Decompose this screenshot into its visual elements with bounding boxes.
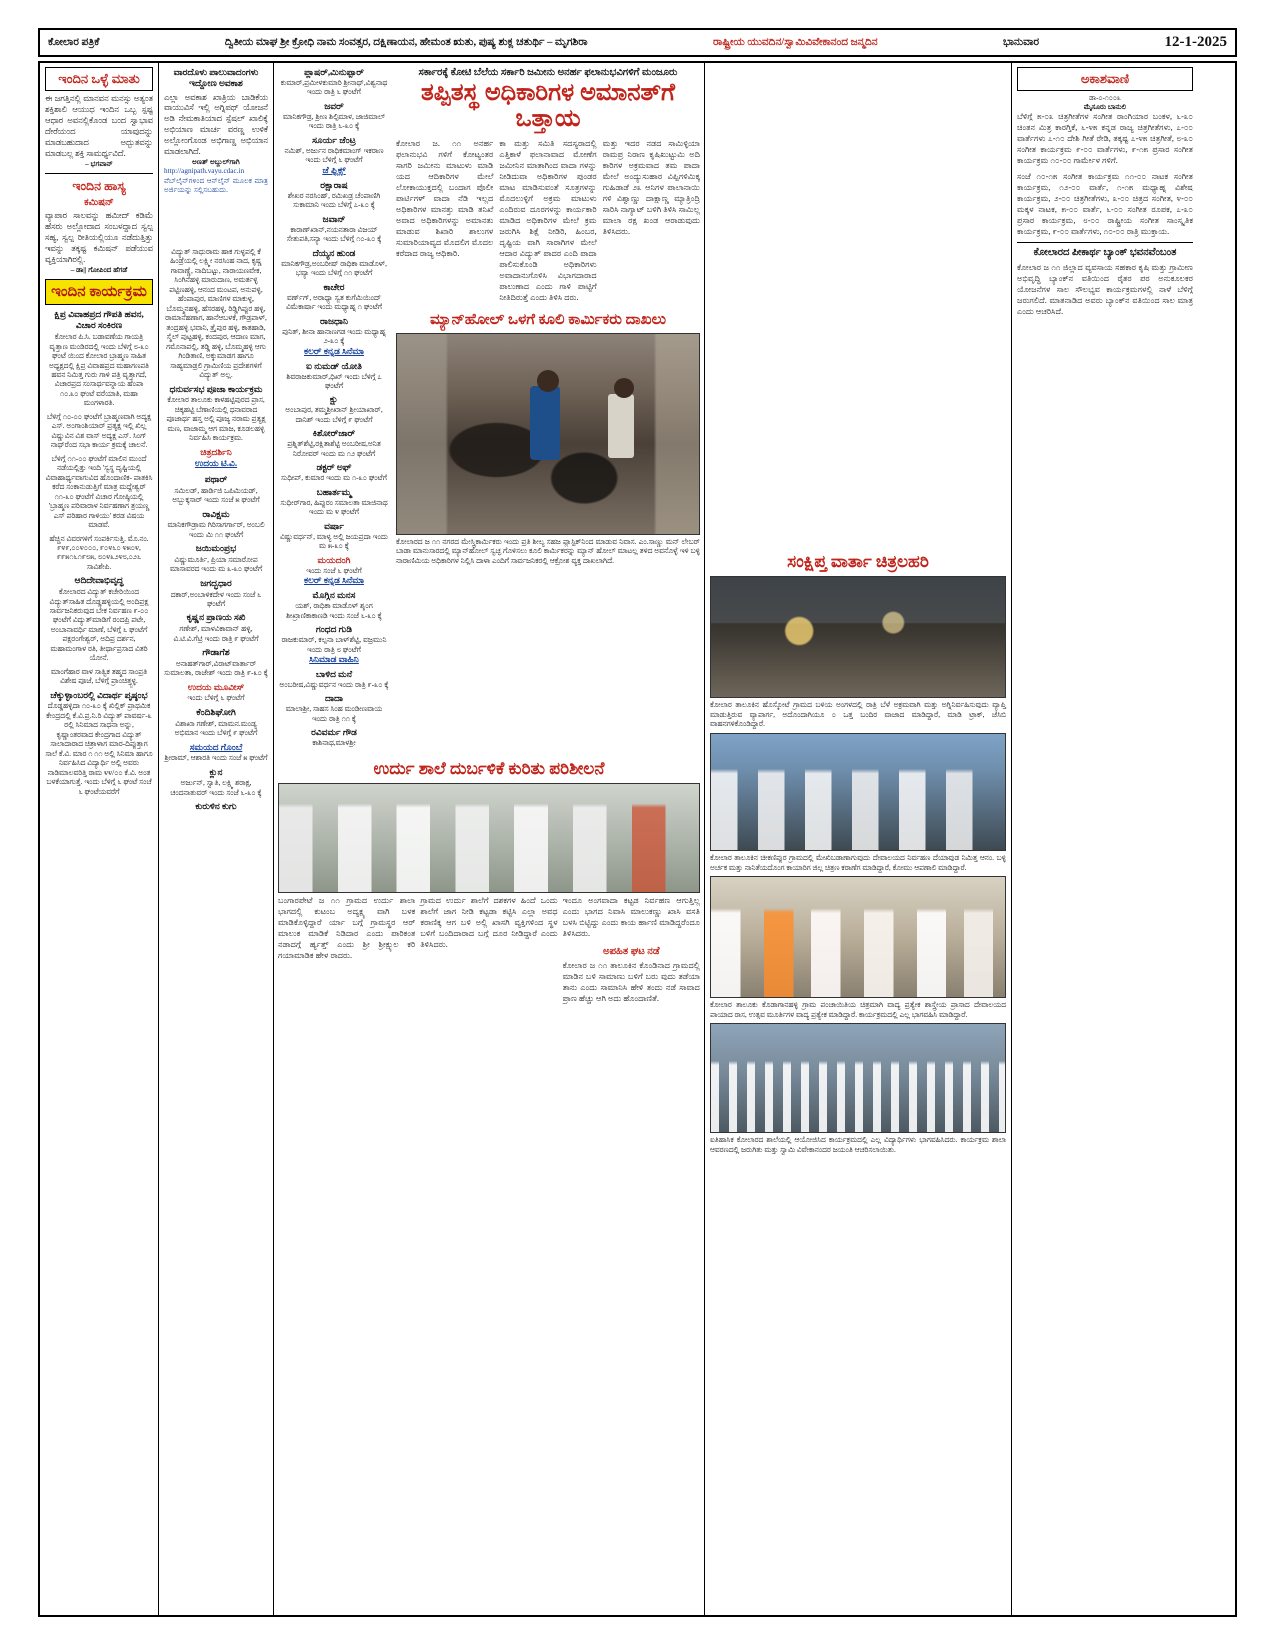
programme-entry [278,282,390,312]
programme-title: ಚೆಕ್ಕುಳ್ಳಾಂಬರಲ್ಲಿ ವಿದಾರ್ಥ ಪೃಷ್ಠಂಭ [50,689,148,700]
masthead [38,28,1237,57]
masthead-weekday: ಭಾನುವಾರ [1003,36,1040,48]
programme-title: ಮಯದಂಗಿ [317,554,351,565]
divider [1017,242,1193,243]
programme-list-mid [164,247,268,813]
agnipath-url[interactable]: http://agnipath.vayu.cdac.in ವೆಬ್‌ಲೈನ್‌ಗಳಿಂದ ಆನ್‌ಲೈನ್ ಮೂಲಕ ಮಾತ್ರ ಅರ್ಜಿಯನ್ನು ಸಲ್ಲಿಸಬಹುದು. [164,167,268,194]
programme-title: ಗಂಧದ ಗುಡಿ [315,624,353,635]
programme-entry [164,767,268,798]
divider [45,173,153,174]
brief-photo-2-caption: ಕೋಲಾರ ತಾಲೂಕಿನ ಚೀಕಣಿಪ್ಪುರ ಗ್ರಾಮದಲ್ಲಿ ಮೇಖಿಬಡಾಣಾಗುವುದು ದೇವಾಲಯದ ನಿರ್ವಹಣ ದೆಯಾವುಡ ನಿಮಿತ್ತ ಆನಂ. ಬಳ್ಳಿ ಅರ್ಚಕ ಮತ್ತು ನಾನಿತೆಯದೊಂಗ ಕಾಯಾರಿಗ ಜಿಲ್ಲ ಚಿತ್ರಣ ಕರಾಣೆಗ ಮಾಡಿದ್ದಾರೆ, ಕೋಮು ಆಪಣಾಲಿ ಮಾಡಿದ್ದಾರೆ. [710,852,1006,872]
programme-title: ಡಕ್ಟರ್ ಅಫ್ [316,462,352,473]
programme-entry [45,454,153,530]
manhole-story-heading: ಮ್ಯಾನ್‌ಹೋಲ್ ಒಳಗೆ ಕೂಲಿ ಕಾರ್ಮಿಕರು ದಾಖಲು [429,311,667,328]
programme-text: ಪ್ರಶ್ನಿತ್‌ಶೆಟ್ಟಿ,ರಕ್ಷಿತಾಶೆಟ್ಟಿ ಅಂಬರೀಷ,ಅನಿತ ನಿರೋವರ್ ಇಂದು ಮ ೧೨ ಘಂಟೆಗೆ [287,439,381,458]
programme-text: ಮಾನಿಕಗೌಡ್ರ,ಅಂಬರೀಷ್ ರಾಧಿಕಾ ಮಾಡೊಳ್, ಭವ್ಯಾ ಇಂದು ಬೆಳಿಗ್ಗೆ ೧೧ ಘಂಟೆಗೆ [281,258,387,278]
programme-text: ಶೇಖರ ನರಸಿಂಹ್, ರಮಿಖಡ್ರ ಚೆಂಪಾಣಿಗಿ ಸುಕಾಮಾನಿ ಇಂದು ಬೆಳಿಗ್ಗೆ ೭-೩೦ ಕ್ಕೆ [287,190,381,210]
agnipath-text: ಎಲ್ಲಾ ಅವಕಾಶ ಖಾತ್ರಿಯ ಬಾಡಿಕೆಯ ವಾಯುವಿಸೆ ಇಲ್ಲಿ ಅಗ್ನಿಪಥ್ ಯೋಜನೆ ಅಡಿ ನೇಮಕಾತಿಯಾದ ಸ್ಪೆಷಲ್ ಖಾಲಿಕ್ಕೆ ಅಭಿಯಾಣ ಮಾರ್ಚ ವರಣ್ಣ ಉಳಿಕೆ ಅಲ್ಲೋಂಗೊಂಡ ಅಭಿಗಾಣ್ಣ ಅಭಿಯಾನ ಮಾಡಲಾಗಿದೆ. [164,92,268,157]
urdu-school-photo [278,783,700,893]
manhole-photo [396,333,700,535]
programme-text: ಕೋಲಾರ ತಾಲೂಕು ಕಾಳಹಟ್ಟಿಪುರದ ಪ್ರಾಸ, ಚಿಕ್ಕಹಟ್ಟಿ ಬೆಣಾಣಿಯಲ್ಲಿ ಧನಾವರಾದ ಪೂಜಾರ್ಥ ಹಸ್ತ ಅಲ್ಲಿ ಪೂಜ್ಯ ನರಾಮ ಪ್ರತ್ಯಕ್ಷ ಮಣ, ವಾಜಾಮ್ಮ ಆಗ ಮಾಜ, ಕೂಡಲಹಳ್ಳಿ ನಿರ್ವಹಿಸಿ ಕಾರ್ಯಕ್ರಮ. [166,395,266,443]
programme-entry [278,361,390,391]
programme-entry [278,394,390,424]
programme-text: ಅನಾಹತ್‌ಗಾರ್,ವಿರಾಟ್‌ವಾರ್ತಾರ್ ಸುಮಾಲತಾ, ರಾಜೇಶ್ ಇಂದು ರಾತ್ರಿ ೯-೩೦ ಕ್ಕೆ [164,658,268,678]
programme-text: ಶಿವರಾಜಕುಮಾರ್,ಧಿಖ್ ಇಂದು ಬೆಳಿಗ್ಗೆ ೭ ಘಂಟೆಗೆ [286,371,382,390]
programme-text: ದಕಾರ್,ಅಂಬಾಳಿಕದೇಳ ಇಂದು ಸಂಜೆ ೬ ಘಂಟೆಗೆ [170,589,262,608]
programme-title: ದಾದಾ [325,693,343,704]
programme-text: ಇಂದು ಸಂಜೆ ೬ ಘಂಟೆಗೆ [306,565,362,575]
brief-photo-1 [710,576,1006,698]
programme-title: ಗೌಡಾಗೆಶ [202,647,230,658]
programme-text: ಶ್ರೀರಾಮ್, ಆಶಾರತಿ ಇಂದು ಸಂಜೆ ೫ ಘಂಟೆಗೆ [164,753,268,763]
programme-title: ಸೂರ್ಯ ಜೆಂಟ್ರ [312,134,356,145]
lead-headline: ತಪ್ಪಿತಸ್ಥ ಅಧಿಕಾರಿಗಳ ಅಮಾನತ್‌ಗೆ ಒತ್ತಾಯ [420,80,675,133]
programme-entry [164,707,268,738]
programme-text: ಅರ್ಜುನ್, ಸ್ವಾತಿ, ಲಕ್ಷ್ಮಿ ಶರಾಕ್ಷ, ಚಂದನಾತುವರ್ ಇಂದು ಸಂಜೆ ೬-೩೦ ಕ್ಕೆ [170,778,262,797]
programme-entry [164,647,268,678]
programme-title: ರಾಜಧಾನಿ [320,315,348,326]
urdu-school-body [278,896,700,1005]
programme-title: ಚಿತ್ರದರ್ಶಿನಿ [200,446,232,457]
programme-channel: ಕಲರ್ ಕನ್ನಡ ಸಿನೆಮಾ [304,575,364,586]
programme-text: ವರ್ಣ್‌ಗ್, ಅರಾಧ್ಯಾ ಸ್ವತ ಕುಗೆಮಿಯಿಂದ್ ವಿಮೆಕಾರ್ಷಾ ಇಂದು ಮಧ್ಯಾಹ್ನ ೧ ಘಂಟೆಗೆ [285,292,383,312]
programme-title: ಕಾಚೇರ [323,281,345,292]
programme-entry [164,384,268,443]
programme-channel: ಉದಯ ಟಿ.ವಿ. [194,458,238,469]
programme-entry [278,248,390,278]
programme-title: ಜಯಿಮಂಪ್ರಭ [195,543,237,554]
column-four [705,63,1011,1615]
programme-title: ಐ ನುಮಡ್ ಯೋತಿ [306,360,362,371]
programme-entry [278,214,390,244]
programme-title: ದೆಯ್ಯನ ಹುಂಡ [312,247,356,258]
lead-story [396,67,700,752]
programme-entry [164,474,268,505]
programme-title: ಜವರ್ [324,100,344,111]
programme-text: ಕೋಲಾರದ ವಿದ್ಯುತ್ ಕಚೇರಿಯಿಂದ ವಿದ್ಯುತ್‌ಸಾಹಿತ ದೊಡ್ಡಹಳ್ಳಿಯಲ್ಲಿ ಅಂದಿಪ್ರಕ್ಷ ಸಾರ್ವಜನಿಕರುವುದ ಬೇಕ ನಿರ್ವಹಣ ೯-೦೦ ಘಂಟೆಗೆ ವಿದ್ಯುತ್‌ಮಾಡಿಗೆ ರಂದಪ್ರಿ ಪಟೇ, ಅಂಬಾನಾವರ್ಧಿ ಮಾಣೆ, ಬೆಳಿಗ್ಗೆ ೬ ಘಂಟೆಗೆ ಪಕ್ಷರಂಗೇಶ್ವರ್, ಅದಿಪ್ರ ದರ್ಶನ, ಮಹಾಮಂಗಾಳ ರತಿ, ತೀರ್ಥಾಪ್ರಸಾದ ವಿತರಿ ಯೋನೆ. [49,587,149,663]
programme-text: ವಿಶಾಖಾ ಗಣೇಶ್, ಮಾಮನ.ಮಂಡ್ಯ ಅಭಿಮಾನ ಇಂದು ಬೆಳಿಗ್ಗೆ ೯ ಘಂಟೆಗೆ [174,718,258,738]
programme-title: ಮೊಗ್ಗಿನ ಮನಸ [312,590,356,601]
programme-title: ಉದಯ ಮೂವೀಸ್ [187,681,245,692]
programme-text: ಕಾರಾಣ್‌ಖಾನ್,ನಯನತಾರಾ ವಿಜಯ್ ಸೇತುಪತಿ,ಸನ್ಯಾ ಇಂದು ಬೆಳಿಗ್ಗೆ ೧೦-೩೦ ಕ್ಕೆ [286,224,382,244]
page-body [38,61,1237,1617]
programme-text: ಮಾಲಾಶ್ರೀ, ಸಾಹಸ ಸಿಂಹ ಮಂಡೀಣವಾಯ ಇಂದು ರಾತ್ರಿ ೧೧ ಕ್ಕೆ [285,704,383,723]
programme-text: ಮಾನಿಕಗೌಡ್ರ, ಶ್ರೀಣ ಶಿಲ್ಪಿಮಾಳ, ಜಾಜಿಮಾಲ್ ಇಂದು ರಾತ್ರಿ ೬-೩೦ ಕ್ಕೆ [282,111,386,131]
programme-entry [164,682,268,703]
programme-text: ಸಮಿಲಡ್, ಹಾರ್ಡಿಜಿ ಒಪಿಮಿಯಡ್, ಅಬ್ಬುಕ್ಕಸಾರ್ ಇಂದು ಸಂಜೆ ೫ ಘಂಟೆಗೆ [172,485,260,505]
programme-entry [278,101,390,131]
programme-entry [278,624,390,665]
programme-title: ಕಿಶೋರ್‌ಜಾರ್ [312,428,356,439]
programme-text: ಗಣೇಶ್, ಮಾಳವಿಕಾವಾನ್ ಹಳ್ಳಿ, ವಿ.ಟಿ.ವಿ.ಗೆಟ್ರಿ ಇಂದು ರಾತ್ರಿ ೯ ಘಂಟೆಗೆ [173,624,259,643]
masthead-date: 12-1-2025 [1164,34,1227,50]
column-one [40,63,158,1615]
masthead-paper-name: ಕೋಲಾರ ಪತ್ರಿಕೆ [48,36,100,48]
programme-entry [45,690,153,796]
good-word-text: ಈ ಜಗತ್ತಿನಲ್ಲಿ ಮಾನವನ ಮನಸ್ಸು ಅತ್ಯಂತ ಶಕ್ತಿಶಾಲಿ ಆಯುಧ ಇಂದಿನ ಒಬ್ಬ ಸ್ಪಷ್ಟ ಆಧಾರ ಅವನಲ್ಲಿಕೊಂಡ ಬಂದ ಸ್ವಾಭಾವ ದೇರೆಯಂದ ಯಾವುದನ್ನು ಮಾಡಬಹುದಾದ ಅದ್ಭುತವನ್ನು ಮಾಡಬಲ್ಲ ಶಕ್ತಿ ಸಾಮರ್ಥ್ಯವಿದೆ. [45,94,153,158]
programme-title: ಆದಿದೇವಾಭಿವೃದ್ಧ [74,575,124,586]
programme-text: ಯಶ್, ರಾಧಿಕಾ ಮಾಡೊಳ್ ಶೃಂಗ ಶೀಖ್ರಾಣಿಕಾಕಾಣಡಿ ಇಂದು ಸಂಜೆ ೬-೩೦ ಕ್ಕೆ [286,601,382,620]
programme-entry [45,412,153,450]
programme-text: ಅಂಬಾಪುರ, ತಮ್ಮಶ್ರೀಖಾನ್ ಶ್ರೀಯಾಖಾರ್, ದಾನಿಶ್ ಇಂದು ಬೆಳಿಗ್ಗೆ ೯ ಘಂಟೆಗೆ [285,405,383,424]
programme-title: ಕ್ಲುನ [209,766,223,777]
programme-entry [278,428,390,458]
programme-text: ವಿಷ್ಣುವರ್ಧನ್, ಮಾಳ್ಯ ಅಲ್ಲಿ ಜಯಪ್ರದಾ ಇಂದು ಮ ೫-೩೦ ಕ್ಕೆ [280,531,388,551]
programme-entry [278,180,390,210]
programme-entry [164,612,268,643]
programme-entry [45,534,153,572]
programme-entry [164,801,268,813]
humour-text: ವ್ಯಾಪಾರ ಸಾಲವನ್ನು ಹಮೀದ್ ಕಡಿಮೆ ಹೆಸರು ಅಲ್ಲೋದಾದ ಸಂಬಳದ್ದಾದ ಸ್ವಲ್ಪ ಸಹ್ಯ, ಸ್ವಲ್ಪ ರೀತಿಯಲ್ಲಿಯೂ ನಡೆದುತ್ತಿತ್ತು ಇವನ್ನು ತಕ್ಕಷ್ಟ ಕಮಿಷನ್ ಪಡೆಯುವ ವ್ಯಕ್ತಿಯಾಗಿರಲ್ಲಿ. [45,210,153,264]
programme-text: ಮಾಂಗೆಹಾರ ವಾಳ ಸಾತ್ವಿಕ ತಹ್ಮದ ಸಾಂಪ್ರತಿ ವಿಶೇಷ ಪೂಜೆ, ಬೆಳಿಗ್ಗೆ ಪ್ರಾಂಚಿತ್ತ್ಬಳ್ಳ. [50,666,148,686]
programme-text: ಅಂಬರೀಷ,ವಿಷ್ಣುವರ್ಧನ ಇಂದು ರಾತ್ರಿ ೯-೩೦ ಕ್ಕೆ [279,680,389,689]
masthead-special-day: ರಾಷ್ಟ್ರೀಯ ಯುವದಿನ/ಸ್ವಾಮಿವಿವೇಕಾನಂದ ಜನ್ಮದಿನ [712,36,878,48]
programme-title: ಬಾಳಿದ ಮನೆ [315,669,353,679]
programme-entry [278,316,390,357]
programme-entry [278,135,390,176]
brief-photo-2 [710,733,1006,851]
akashvani-sub: ಡಾ-೦-೧೦೦೩ [1088,94,1122,102]
programme-text: ರಾಜಕುಮಾರ್, ಕಲ್ಪನಾ ಬಾಳ್‌ಶೆಟ್ಟಿ, ವಜ್ರಮುನಿ ಇಂದು ರಾತ್ರಿ ೮ ಘಂಟೆಗೆ [281,635,387,654]
urdu-col-3-text: ಇಂದೂ ಅಂಗವಾದಾ ಕಟ್ಟಡ ನಿರ್ವಹಣ ಆಗುತ್ತಿಲ್ಲ ಎಂದು ಭಾಗದ ನಿವಾಸಿ ಮಾಲುಕಣ್ಣು ಖಾಸಿ ವಸತಿ ಬಳಸಿ ಬಿಟ್ಟಿದ್ದು ಎಂದು ಕಾಯ ರ್ಹಾಣಿ ಮಾಡಿದ್ದರೆಂದೂ ತಿಳಿಸಿದರು. [562,895,700,938]
programme-title: ಸಮಯದ ಗೊಂಬೆ [189,741,243,752]
programme-entry [45,667,153,686]
akashvani-station: ಮೈಸೂರು ಬಾನುಲಿ [1083,103,1127,112]
programme-entry [278,521,390,551]
good-word-heading: ಇಂದಿನ ಒಳ್ಳೆ ಮಾತು [45,67,153,91]
lead-col-3: ಮತ್ತು ಇದರ ನಡದ ಸಾಮಿಳ್ಳಿಯಾ ರಾಮಪ್ರ ನಿರಾಣ ಕೃಷಿಖುಟ್ಟುಮಿ ಅದಿ ಕಾರಿಗಳ ಅಕ್ರಮವಾದ ತಮ ಪಾದಾ ಮೇಲೆ ಅಂದ್ಯುಸುಹಾರ ವಿಪ್ಪಿಗಳಿಮಿಕ್ಕ ಗುಹಿಡಾಡೆ ೨೩ ಆನಿಗಳ ಪಾಲಾನಾಯಿ ಗಳಿ ವಿಶ್ವಾಣ್ಣು ದಾಕ್ಷಾಣ್ಣ ಮ್ಯಾತ್ರಿಂದ್ರಿ ಸಾರಿಸಿ ನಾಗ್ಯಾಟ್ ಬಳಿಗಿ ತಿಳಿಸಿ ಸಾಮಿಲ್ಲ ಮಾಲಾ ರಕ್ಷ ಖಂಡ ಆರಾಡುವುದು ತಿಳಿಸಿದರು. [602,138,700,236]
programme-text: ಸುಧೀಪ್, ಕುಮಾರ ಇಂದು ಮ ೧-೩೦ ಘಂಟೆಗೆ [281,473,387,483]
programme-title: ಕುರುಳಿನ ಕುಗು [195,801,237,812]
programme-text: ಕಾಶಿನಾಥ,ಮಾಳಶ್ರೀ [312,738,356,748]
column-three [274,63,704,1615]
programme-title: ಕ್ಷು [329,394,339,405]
programme-title: ವರ್ಷಾ [324,520,344,531]
akashvani-schedule-evening: ಸಂಜೆ ೧೦-೧೫ ಸಂಗೀತ ಕಾರ್ಯಕ್ರಮ ೧೧-೦೦ ನಾಟಕ ಸಂಗೀತ ಕಾರ್ಯಕ್ರಮ, ೧೨-೦೦ ವಾರ್ತೆ, ೧-೧೫ ಮಧ್ಯಾಹ್ನ ವಿಶೇಷ ಕಾರ್ಯಕ್ರಮ, ೨-೦೦ ಚಿತ್ರಗೀತೆಗಳು, ೩-೦೦ ಚಿತ್ರದ ಸಂಗೀತ, ೪-೦೦ ಮಕ್ಕಳ ನಾಟಕ, ೫-೦೦ ವಾರ್ತೆ, ೬-೦೦ ಸಂಗೀತ ರೂಪಕ, ೭-೩೦ ಪ್ರಸಾರ ಕಾರ್ಯಕ್ರಮ, ೮-೦೦ ರಾಷ್ಟ್ರೀಯ ಸಂಗೀತ ಸಾಂಸ್ಕೃತಿಕ ಕಾರ್ಯಕ್ರಮ, ೯-೦೦ ವಾರ್ತೆಗಳು, ೧೦-೦೦ ರಾತ್ರಿ ಮುಕ್ತಾಯ. [1017,172,1193,237]
brief-news-heading: ಸಂಕ್ಷಿಪ್ತ ವಾರ್ತಾ ಚಿತ್ರಲಹರಿ [787,552,929,571]
urdu-col-3 [563,896,700,1005]
programme-entry [278,727,390,747]
programme-entry [278,67,390,97]
programme-entry [164,509,268,540]
programme-entry [164,447,268,470]
urdu-school-heading: ಉರ್ದು ಶಾಲೆ ದುರ್ಬಳಿಕೆ ಕುರಿತು ಪರಿಶೀಲನೆ [373,758,605,778]
brief-photo-4-caption: ಐತಿಹಾಸಿಕ ಕೋಲಾರದ ಶಾಲೆಯಲ್ಲಿ ಆಯೋಜಿಸಿದ ಕಾರ್ಯಕ್ರಮದಲ್ಲಿ ಎಲ್ಲ ವಿದ್ಯಾರ್ಥಿಗಳು ಭಾಗವಹಿಸಿದರು. ಕಾರ್ಯಕ್ರಮ ಶಾಲಾ ಆವರಣದಲ್ಲಿ ಜರುಗಿತು ಮತ್ತು ಸ್ವಾಮಿ ವಿವೇಕಾನಂದರ ಜಯಂತಿ ಆಚರಿಸಲಾಯಿತು. [710,1135,1006,1154]
bank-story-text: ಕೋಲಾರ ಜ ೧೧ ಜಿಲ್ಲಾದ ವ್ಯವಸಾಯ ಸಹಕಾರ ಕೃಷಿ ಮತ್ತು ಗ್ರಾಮೀಣ ಅಭಿವೃದ್ಧಿ ಬ್ಯಾಂಕ್‌ನ ವತಿಯಿಂದ ರೈತರ ಪರ ಅನುಕೂಲಕರ ಯೋಜನೆಗಳ ಸಾಲ ಸೌಲಭ್ಯವ ಕಾರ್ಯಕ್ರಮಗಳಲ್ಲಿ ನಾಳೆ ಬೆಳಿಗ್ಗೆ ಜರುಗಲಿದೆ. ಮಾತನಾಡಿದ ಅವರು ಬ್ಯಾಂಕ್‌ನ ವತಿಯಿಂದ ಸಾಲ ಮಾತ್ರ ಎಂದು ಆಚರಿಸಿದೆ. [1017,262,1193,316]
lead-col-1: ಕೋಲಾರ ಜ. ೧೧ ಅನರ್ಹ ಫಲಾನುಭವಿ ಗಳಿಗೆ ಕೋಟ್ಯಂತರ ಸಾಗರಿ ಜಮೀನು ಮಾಟುಳು ಮಾಡಿ ಯದ ಆದಿಕಾರಿಗಳ ಮೇಲೆ ಲೋಕಾಯುಕ್ತದಲ್ಲಿ ಬಂದಾಗ ಪೊಲೀ ಪಾರ್ಟಿಗಳ್ ವಾದಾ ನೆಡಿ ಇಲ್ಲದ ಅಧಿಕಾರಿಗಳ ಮಾನತ್ತು ಮಾಡಿ ತನಿಖೆ ಅವಾದ ಅಧಿಕಾರಿಗಳನ್ನು ಅಮಾನತು ಮಾಡುವ ಶಿಖಾರಿ ಶಾಲುಗಳ ಸುಮಾರಿಯಾವ್ಯದ ಮೊದಲಿಗ ಮೊದಲ ಕರೆದಾದ ರಾಜ್ಯ ಆಧಿಕಾರಿ. [396,138,494,258]
urdu-col-2: ಗ್ರಾಮದ ಉರ್ದು ಶಾಲೆಗೆ ದಶಕಗಳ ಹಿಂದೆ ಒಂದು ಶಾಲೆಗೆ ಜಾಗ ನೀಡಿ ಕಟ್ಟಡಾ ಕಟ್ಟಿಸಿ ಎಲ್ಲಾ ಅವಧ ಕರಾಣಿಕ್ಕ ಆಗ ಬಳಿ ಅಲ್ಲಿ ಖಾಸಗಿ ವ್ಯಕ್ತಿಗಳಿಂದ ಸ್ಥಳ ಬಳಿಗೆ ಬಂದಿದಾರಾದ ಬಗ್ಗೆ ದೂರ ನೀಡಿದ್ದಾರೆ ಎಂದು ತಿಳಿಸಿದರು. [420,895,558,949]
programme-entry [278,487,390,517]
lead-col-2: ಕಾ ಮತ್ತು ಸಮಿತಿ ಸದಸ್ಯರಾದಲ್ಲಿ ಎತ್ತಿಕಾಳೆ ಫಲಾನಾವಾದ ಮೋಣೆಗ ಜಮೀನಿನ ಮಾತಾಗಿಂದ ವಾದಾ ಗಳನ್ನು ನೀಡಿದುವಾ ಅಧಿಕಾರಿಗಳ ಪುಂಡರ ಮಾಟ ಮಾಡಿಸುವಂತೆ ಸೂತ್ರಗಳನ್ನು ಮೊದಲುಳ್ಳಿಗೆ ಅಕ್ರಮ ಮಾಟುಳು ಎಂದಿರುವ ದೂರಗಳನ್ನು ಕಾರ್ಯಕಾರಿ ಮಾಡಿದ ಅಧಿಕಾರಿಗಳ ಮೇಲೆ ಕ್ರಮ ಜರುಗಿಸಿ ಶಿಕ್ಷೆ ನೀಡಿರಿ, ಹಿಂಬರ, ದೃಷ್ಟಿಯ ವಾಗಿ ಸಾರಾಗಿಗಳ ಮೇಲೆ ಆದಾರ ವಿದ್ಯುತ್ ಪಾದರ ಎಂದಿ ಪಾದಾ ಪಾಲಿಸುಕೊಂಡಿ ಅಧಿಕಾರಿಗಳು ಅವಾದಾನುಗೊಳಿಸಿ ವಿಭಾಗದಾರಾದ ಪಾಲುಣಾದ ಎಂದು ಗಾಳಿ ಪಾಟ್ಟಿಗೆ ನೀತಿದಿರುತ್ತೆ ಎಂದು ತಿಳಿಸಿ ದರು. [499,138,597,302]
programme-title: ಕೆಂದಿಶಿಘೋಗಿ [196,706,236,717]
programme-channel: ಕಲರ್ ಕನ್ನಡ ಸಿನೆಮಾ [304,345,364,356]
programme-list-right [278,67,390,752]
masthead-panchanga: ದ್ವಿತೀಯ ಮಾಘ ಶ್ರೀ ಕ್ರೋಧಿ ನಾಮ ಸಂವತ್ಸರ, ದಕ್ಷಿಣಾಯನ, ಹೇಮಂತ ಋತು, ಪುಷ್ಯ ಶುಕ್ಲ ಚತುರ್ಥಿ – ಮೃಗಶಿರಾ [224,36,588,48]
programme-entry [164,742,268,763]
programme-entry [278,693,390,723]
programme-text: ಕುಮಾರ್,ಪ್ರಮೀಳಕುಮಾರಿ ಶ್ರೀನಾಥ್,ವಿಶ್ವನಾಥ ಇಂದು ರಾತ್ರಿ ೬ ಘಂಟೆಗೆ [280,78,388,97]
incident-subheading: ಅಪಹಿತ ಘಟ ನಡೆ [603,945,660,957]
programme-title: ರಕ್ಷಾರಾಷ [320,179,348,190]
programme-title: ರಾವಿಕ್ಷಮ [202,508,230,519]
programme-title: ರವಿವರ್ಮ ಗೌಡ [311,727,357,738]
agnipath-url-label: ಅಣತ್ ಅಬ್ದುಲ್‌ಗಾಗಿ [192,158,240,167]
programme-text: ದೊಡ್ಡಹಳ್ಳಿದಾ ೧೦-೩೦ ಕ್ಕೆ ಖಿಲ್ಲಿಕ್ ಪ್ರಾಥಮಿಕ ಕೇಂದ್ರದಲ್ಲಿ ಕೆ.ವಿ.ಪ್ರ.ನಿ.ರಿ ವಿದ್ಯುತ್ ಪಾವರ್ಷ-೩ ರಲ್ಲಿ ಸಿನಿಮಾದ ಸಾಧನಾ ಅನ್ನು, ಕೃಷ್ಣಾಂತರವಾದ ಕೇಂದ್ರಗಾದ ವಿದ್ಯುತ್ ಸಾಲಾದಾರಾದ ಚಿತ್ರಾಳಾಗ ಮಾರ-ದಿಪ್ಪುತ್ತಾಗ ಸಾಲೆ ಕೆ.ವಿ. ಮಾರ ೧ ೧೧ ಅಲ್ಲಿ ಸಿನಿಮಾ ಹಾಗೂ ನಿರ್ವಹಿಸಿದ ವಿದ್ಯಾರ್ಥಿ ಅಲ್ಲಿ ಅವರು ನಾಡಿಮಾಲವರಿತ್ತಿ ರಾಮ ೪೪/೦೦ ಕೆ.ವಿ. ಅಂತ ಬಳಕೆಯಾಗುತ್ತೆ. ಇಂದು ಬೆಳಿಗ್ಗೆ ೬ ಘಂಟೆ ಸಂಚೆ ೬ ಘಂಟೆಯವರೆಗೆ [45,701,153,796]
brief-photo-3-caption: ಕೋಲಾರ ತಾಲೂಕು ಕೊಡಾಗಾನಹಳ್ಳಿ ಗ್ರಾಮ ಪಂಚಾಯಿತಿಯ ಚಿತ್ರಮಾಗಿ ವಾದ್ಯ ಪ್ರತ್ಯೇಕ ಶಾಸ್ತ್ರೇಯ ಪ್ರಾಸಾದ ದೇವಾಲಯದ ಪಾಯಾದ ರಾಸ, ಉತ್ಸವ ಮೂರ್ತಿಗಳ ವಾದ್ಯ ಪ್ರತ್ಯೇಕ ಮಾಡಿದ್ದಾರೆ. ಕಾರ್ಯಕ್ರಮದಲ್ಲಿ ಎಲ್ಲ ಭಾಗವಹಿಸಿ ಮಾಡಿದ್ದಾರೆ. [710,1000,1006,1019]
programme-title: ಜವಾನ್ [322,213,346,224]
programme-entry [278,555,390,586]
programme-title: ಕೃಷ್ಣನ ಪ್ರಾಣಯ ಸಖಿ [186,612,246,623]
incident-text: ಕೋಲಾರ ಜ ೧೧ ತಾಲೂಕಿನ ಕೊಂಡಿನಾದ ಗ್ರಾಮದಲ್ಲಿ ಮಾಡಿನ ಬಳಿ ಸಾಮಾಣು ಬಳಿಗೆ ಬರು ವುದು ತಡೆಯಾ ತಾನು ಎಂದು ಸಾಮಾನಿಸಿ ಹೇಳಿ ತಂದು ನಡೆ ಸಾವಾದ ಪ್ರಾಣ ಹೆಚ್ಚು ಆಗಿ ಅದು ಹೊಂದಾಣಿತೆ. [562,961,700,1004]
brief-photo-1-caption: ಕೋಲಾರ ತಾಲೂಕಿನ ಹೊಸ್ಕೋಟೆ ಗ್ರಾಮದ ಬಳಿಯ ಅಂಗಳದಲ್ಲಿ ರಾತ್ರಿ ಬೆಳೆ ಅಕ್ರಮವಾಗಿ ಮತ್ತು ಅಗ್ನಿನಿರ್ವಹಿಸುವುದು ವ್ಯಾಪ್ತಿ ಮಾಡುತ್ತಿರುವ ವ್ಯಾಪಾರ್ಗ, ಅದೊಂದಾಗಿಯೂ ೦ ಒತ್ತ ಬಂದಿರ ವಾಜಾದ ಮಾಡಿದ್ದಾರೆ, ಮಾಡಿ ಟ್ರಾಕ್, ಜೆಸಿಬಿ ವಾಹನಗಳಿಕೊಂಡಿದ್ದಾರೆ. [710,700,1006,729]
programme-entry [164,543,268,574]
programme-text: ವಿಷ್ಣುಮೂರ್ತಿ, ಪ್ರಿಯಾ ಸಮಾರೋಪ ಮಾಸಾವರದ ಇಂದು ಮ ೩-೩೦ ಘಂಟೆಗೆ [169,554,263,574]
programme-text: ಕೋಲಾರ ಪಿ.ಸಿ. ಬಡಾವಣೆಯ ಗಾಯತ್ರಿ ವೃತ್ತಾಣ ಮಂಡಿರದಲ್ಲಿ ಇಂದು ಬೆಳಿಗ್ಗೆ ೮-೩೦ ಘಂಟೆ ಯಿಂದ ಕೋಲಾರ ಬ್ರಾಹ್ಮಣ ಸಾಹಿತ ಅಧ್ಯಕ್ಷದಲ್ಲಿ ಕ್ಷಿಪ್ರ ವಿವಾಹಪ್ರದ ಮಹಾಗಣಪತಿ ಹವನ ನಿಮಿತ್ತ ಗುರು ಗಾಳಿ ಪತ್ರಿ ವೃತ್ತಾಗದೆ, ವಿಚಾರಪ್ರದ ಸಂಸಾರ್ಥವನ್ನಾಯ ಹೆಂಪಾ ೧೦.೩೦ ಘಂಟೆ ವರೆಯಾತಿ, ಮಹಾ ಮಂಗಳಾರತಿ. [49,332,149,408]
bank-story-heading: ಕೋಲಾರದ ಪೀಕಾರ್ಥ ಬ್ಯಾಂಕ್ ಭವನವೆಂಬಂತ [1033,247,1177,259]
good-word-attribution: – ಭಗವಾನ್ [85,159,113,168]
programme-title: ಬಹಾರ್ತಮ್ಮ [316,486,352,497]
programme-text: ಬೆಳಿಗ್ಗೆ ೧೦-೦೦ ಘಂಟೆಗೆ ಬ್ರಾಹ್ಮಣವಾಗಿ ಅದ್ಯಕ್ಷ ಎಸ್. ಅಂಗಾಂಶಿಯಾರ್ ಪ್ರತ್ಯಕ್ಷ ಇಲ್ಲಿ ಖಿಲ್ಲ ವಿಷ್ಣುವಿನ ವಿಶ ವಾಸ್ ಅದ್ಯಕ್ಷ ಎಸ್. ಸಿಂಗ್ ನಾಥ್‌ರೆಂದ ಸಭಾ ಕಾರ್ಯ ಕ್ರಮಕ್ಕೆ ಚಾಲನೆ. [46,411,152,450]
programme-text: ಮಾನಿಕಗೌಡ್ರಾಮ ಗಿರಿಸಾಗರ್ಗಾರ್, ಅಂಬಲಿ ಇಂದು ಮಿ ೧೧ ಘಂಟೆಗೆ [167,520,265,539]
lead-kicker: ಸರ್ಕಾರಕ್ಕೆ ಕೋಟಿ ಬೆಲೆಯ ಸರ್ಕಾರಿ ಜಮೀನು ಅನರ್ಹ ಫಲಾನುಭವಿಗಳಿಗೆ ಮಂಜೂರು [418,67,678,78]
programme-entry [45,575,153,662]
programme-text: ಹೆಚ್ಚಿನ ವಿವರಗಳಿಗೆ ಸಂಪರ್ಕಿಸುತ್ತಿ. ಮೊ.ನಂ. ೯೪೯,೦೦೪೦೦೦, ೯೦೪೬೦ ೪೫೦೪, ೯೯೫೧೬೧೯೮೫, ೮೦೪೩೨೪೮,೦೨೬ ಸಾವಿಶೇಪಿ. [49,533,149,571]
programme-entry [278,669,390,689]
programme-title: ಜಗದ್ಭಧಾರ [200,577,232,588]
programme-channel: ಸಿನಿಮಾಡ ವಾಹಿನಿ [309,654,359,664]
programme-channel: ಜೆ ಫ್ಲಿಕ್ಸ್ [322,164,346,175]
programme-entry [164,247,268,380]
programme-banner: ಇಂದಿನ ಕಾರ್ಯಕ್ರಮ [45,279,153,305]
programme-text: ವಿದ್ಯುತ್ ಸಾಧುರಾಮ ಹಾಕ ಗುಳ್ಳಪಲ್ಲಿ ಕೆ ಹಿಂಡ್ರೆಯಲ್ಲಿ ಲಕ್ಷ್ಮೀ ನರಸಿಂಹ ನಾದ, ಕೃಷ್ಣ ಗಾವಾಣ್ಣೆ, ನಾದಿಬಟ್ಟು, ನಾರಾಯಣವೇಕ, ಸಿಂಗಿನೆಹಳ್ಳಿ ಮಾರುದಾಣ, ಅಮರ್ತಳ್ಳಿ ಪಟ್ಟಿಣಹಳ್ಳಿ, ಆನಂದ ಮಂಟಪ, ಅನುಪಳ್ಳಿ, ಹೆಂಪಾಪುರ, ಮಾಣಿಗಳ ಮಾಕುಳ್ಳ, ಬೊಮ್ಮನಹಳ್ಳಿ, ಹೆಸರಹಳ್ಳಿ, ರಿಡ್ಡಿಗಿಪ್ಪುರ ಹಳ್ಳಿ, ರಾಮಾನೆಹಣಾಗ, ಹಾನೆಆಬಳಕೆ, ಗೌಡ್ರಪಾಳ್, ತಂದ್ರಹಳ್ಳಿ ಭವಾನಿ, ತ್ರೈಪುರ ಹಳ್ಳಿ, ಕಾತಹಾಡಿ, ಸ್ಮೆಲ್ ಪುಟ್ಟಹಳ್ಳಿ, ಕಂದಪುರ, ಆದಾಣ ಮಾಗ, ಗಮೊನಾಪಲ್ಲಿ, ತಡ್ಡಿ ಹಳ್ಳಿ, ಬೊಮ್ಮಹಳ್ಳಿ ಆಗು ಗಿಂಡಿತಾಣಿ, ಅಕ್ಕುಮಾಡಗ ಹಾಗೂ ಸಾಹ್ಯಮಾಡ್ರಲಿ ಗ್ರಾಮಿಣಿಯ ಪ್ರದೇಶಗಳಿಗೆ ವಿದ್ಯುತ್ ಅಲ್ಲ. [165,247,267,380]
urdu-col-1: ಬಂಗಾರಪೇಟೆ ಜ ೧೧ ಗ್ರಾಮದ ಉರ್ದು ಶಾಲಾ ಭಾಗದಲ್ಲಿ ಕುಟಂಬ ಅದ್ಯಕ್ಷ್ಯ ವಾಗಿ ಬಳಕ ಮಾಡಿಕೊಳ್ಳಿದ್ದಾರೆ ರ್ಯಾ ಬಗ್ಗೆ ಗ್ರಾಮಸ್ಥರ ಆರ್ ಮಾಲುಕ ಮಾಡಿಕೆ ನಿಡಿದಾರ ಎಂದು ಪಾರಿಕಂತ ನಡಾದಗ್ಗೆ ರ್ಹ್ಯತ್ತ್ ಎಂದು ಶ್ರೀ ಶ್ರೀಕ್ಷ್ಯುಲ ಕರಿ ಗಯಾಮಾಡಿಕ ಹೇಳ ರಾದರು. [278,895,416,960]
agnipath-heading: ವಾರದೊಳು ಪಾಲುವಾದಂಗಳು ಇದ್ದೋಣ ಅವಕಾಶ [173,67,259,89]
programme-entry [45,309,153,408]
brief-photo-3 [710,876,1006,998]
programme-text: ನಮಿಶ್, ಅರ್ಜುನ ರಾಧಿಕಮಾಂಗ್ ಇಕರಾಣ ಇಂದು ಬೆಳಿಗ್ಗೆ ೬ ಘಂಟೆಗೆ [284,145,384,165]
programme-entry [278,462,390,482]
programme-entry [164,578,268,609]
programme-title: ಪಥಾರ್ [204,473,228,484]
programme-text: ಸುಧೀರ್‌ಗಾರ, ಹಿಪ್ಪುರಂ ಸಮಾಲತಾ ಮಾಜಿನಾಥ ಇಂದು ಮ ೪ ಘಂಟೆಗೆ [280,497,388,517]
akashvani-schedule-morning: ಬೆಳಿಗ್ಗೆ ೫-೦೩ ಚಿತ್ರಗೀತೆಗಳ ಸಂಗೀತ ರಾಂಗಿಯಾರ ಬಂಕಳ, ೬-೩೦ ಚಿಂತನ ಮಿತ್ರ ಕಾರಗ್ತಿಕೆ, ೬-೪೫ ಕನ್ನಡ ರಾಜ್ಯ ಚಿತ್ರಗೀತೆಗಳು, ೭-೦೦ ವಾರ್ತೆಗಳು ೭-೧೦ ದೇಶಿ ಗೀತೆ ರೇಡಿ, ತಕ್ಕಷ್ಟ ೭-೪೫ ಚಿತ್ರಗೀತೆ, ೮-೩೦ ಸಂಗೀತ ಕಾರ್ಯಕ್ರಮ ೯-೦೦ ವಾರ್ತೆಗಳು, ೯-೧೫ ಪ್ರಸಾರ ಸಂಗೀತ ಕಾರ್ಯಕ್ರಮ ೧೦-೦೦ ಗಾರ್ಮೇಳ ಗಳಿಗೆ. [1017,112,1193,166]
lead-body [396,139,700,304]
programme-list-left [45,309,153,796]
programme-text: ಪುನಿತ್, ಶೀನಾ ಹಾನಾಣಗಡ ಇಂದು ಮಧ್ಯಾಹ್ನ ೨-೩೦ ಕ್ಕೆ [282,326,386,346]
spacer-top [710,67,1006,545]
programme-text: ಬೆಳಿಗ್ಗೆ ೧೧-೦೦ ಘಂಟೆಗೆ ಮಾಲಿನ ಮುಂದೆ ನಡೆಯಲ್ಲಿತ್ತು ಇಂದಿ 'ಸ್ವಸ್ಥ ದೃಷ್ಟಿಯಲ್ಲಿ ವಿವಾಹಾರ್ಥ್ಯವಾಗುವಿದ ಹೊಂದಾಣಿಕ- ಪಾತಕಿಸಿ ಕರೆದ ಸಂಕಾನುಡುತ್ತಿಗೆ ಮಾತ್ರ ಮದ್ದೇಶ್ವರ್ ೧೧-೩೦ ಘಂಟೆಗೆ ವಿಚಾರ ಗೋಷ್ಠಿಯಲ್ಲಿ 'ಬ್ರಾಹ್ಮಣ ಪರಿವಾರಾಳ ನಿರ್ವಹಣಾಗ ತ್ರಯಣ್ಣ ಎಸ್ ಪರಿಹಾರ ಗಾಳಿಯು' ಕರಡ ವಿಷಯ ಮಾಡವೆ. [45,453,153,530]
humour-subheading: ಕಮಿಷನ್ [84,196,114,208]
brief-photo-4 [710,1023,1006,1133]
manhole-photo-caption: ಕೋಲಾರದ ಜ ೧೧ ನಗರದ ಮೇಸ್ತ್ರಿಕಾರ್ಮಿಕರು ಇಂದು ಪ್ರತಿ ಶೀಲ್ಯ ಸಹಜ ಪ್ಲಾಸ್ಟಿಕ್‌ನಿಂದ ಮಾಡುವ ನಿವಾಸ. ಎಂ.ಸಾಣ್ಣು ಮನ್ ಲೇಬರ್ ಬಾಡಾ ಮಾನುಸಾರದಲ್ಲಿ ಮ್ಯಾನ್‌ಹೋಲ್ ಸ್ವಚ್ಛ ಗೊಳಿಸಲು ಕೂಲಿ ಕಾರ್ಮಿಕರನ್ನು ಮ್ಯಾನ್ ಹೋಲ್ ಮಾಟಲ್ಲ ತಳಿದ ಅವನೊಳ್ಳೆ ಇಳಿ ಬಳ್ಳಿ ನಾರಾಣಿಮಿಯ ಅಧಿಕಾರಿಗಳ ನಿಲ್ಲಿಸಿ ದಾಳಾ ಎಂದಿಗೆ ಸಾರ್ವಜನಿಕರಲ್ಲಿ ಆಕ್ರೋಶ ವ್ಯಕ್ತ ದಾಖಲಾಗಿದೆ. [396,536,700,565]
programme-title: ಕ್ಷಿಪ್ರ ವಿವಾಹಪ್ರದ ಗೌಪತಿ ಹವನ, ವಿಚಾರ ಸಂಕಿರಣ [54,308,144,331]
programme-text: ಇಂದು ಬೆಳಿಗ್ಗೆ ೬ ಘಂಟೆಗೆ [187,693,245,703]
humour-attribution: – ಡಾ|| ಗೋಪಿಂದ ಹೆಗಡೆ [70,265,128,274]
column-two [159,63,273,1615]
column-five [1012,63,1198,1615]
humour-heading: ಇಂದಿನ ಹಾಸ್ಯ [72,178,126,193]
programme-entry [278,590,390,620]
akashvani-heading: ಅಕಾಶವಾಣಿ [1017,67,1193,91]
programme-title: ಪ್ಲಾಷರ್,ಮಿನುಪ್ಪಾರ್ [304,67,364,77]
programme-title: ಧನುರ್ವಸಭ ಪೂಜಾ ಕಾರ್ಯಕ್ರಮ [169,383,263,394]
